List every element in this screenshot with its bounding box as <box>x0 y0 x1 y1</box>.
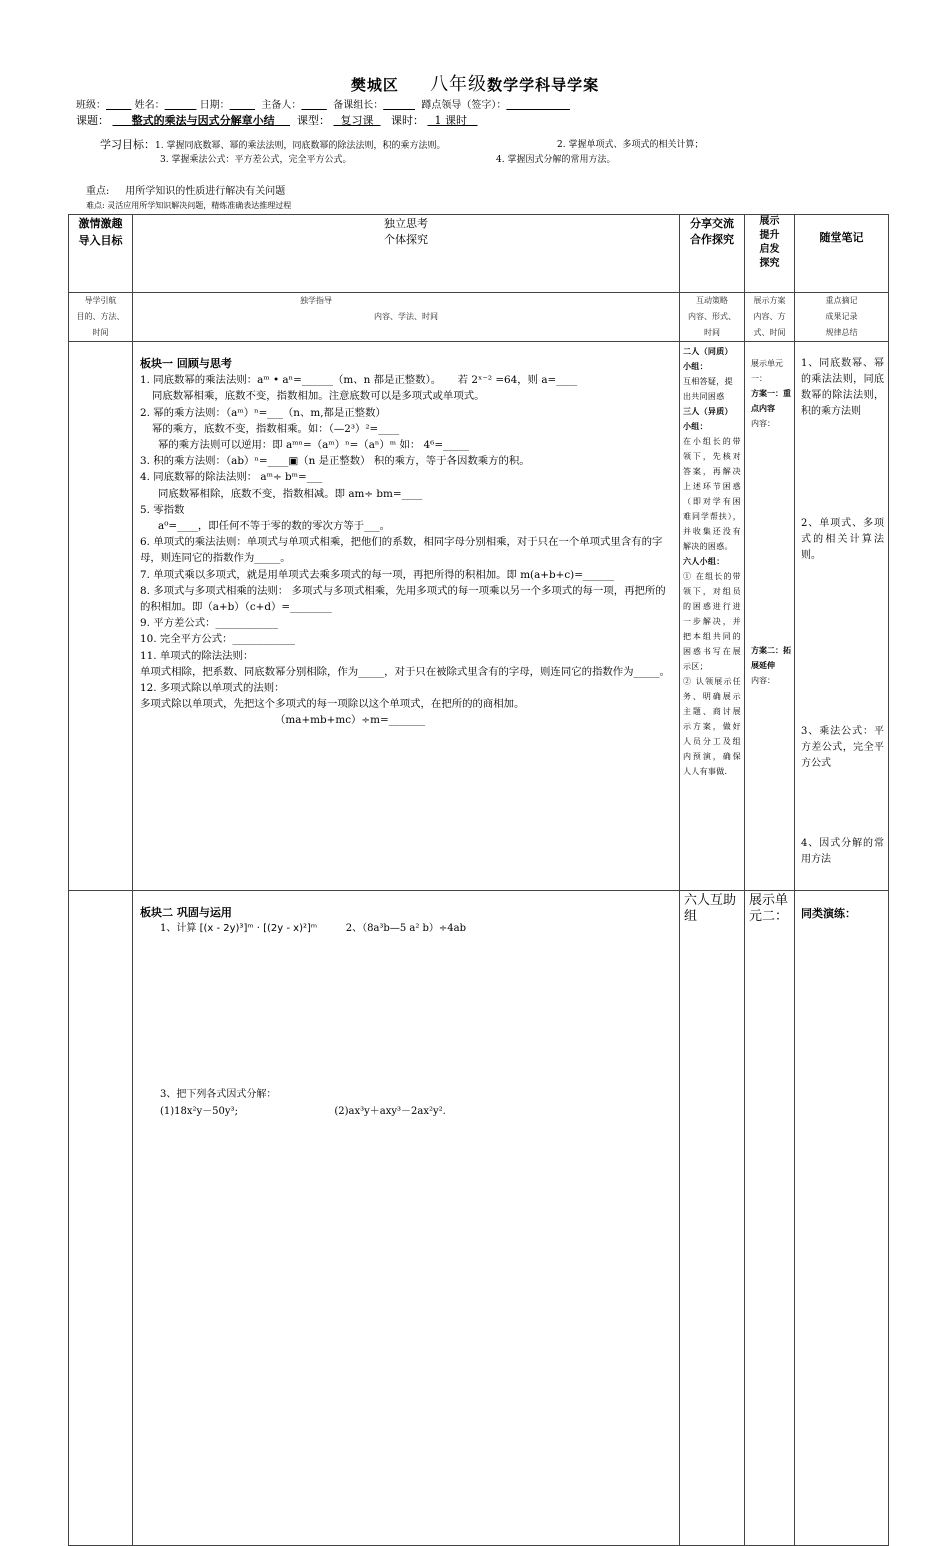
header-intro: 激情激趣导入目标 <box>69 215 133 293</box>
question-1-expression: [(x - 2y)³]ᵐ · [(2y - x)²]ᵐ <box>199 923 318 935</box>
block2-content <box>133 891 679 1120</box>
block2-coop: 六人互助组 <box>684 893 737 924</box>
info-line: 班级： 姓名： 日期： 主备人： 备课组长： 蹲点领导（签字）： <box>76 100 507 111</box>
question-2: 2、（8a³b—5 a² b）÷4ab <box>345 923 467 935</box>
header-show: 展示 提升 启发 探究 <box>745 215 795 293</box>
title-rest: 数学学科导学案 <box>487 76 600 94</box>
lesson-hours: 1 课时 <box>434 114 467 127</box>
goals-line-1: 学习目标：1. 掌握同底数幂、幂的乘法法则，同底数幂的除法法则，积的乘方法则。 <box>100 138 446 151</box>
block2-row <box>69 891 889 1546</box>
title-grade: 八年级 <box>430 74 488 95</box>
key-point: 重点: 用所学知识的性质进行解决有关问题 <box>86 186 286 197</box>
topic-line: 课题： 整式的乘法与因式分解章小结 课型： 复习课 课时： 1 课时 <box>76 114 467 127</box>
topic-value: 整式的乘法与因式分解章小结 <box>131 114 275 127</box>
block1-heading: 板块一 回顾与思考 <box>140 357 232 370</box>
show-plan: 展示单元一： 方案一：重点内容 内容： 方案二：拓展延伸 内容： <box>751 359 791 685</box>
block2-notes: 同类演练： <box>801 907 856 920</box>
coop-strategy: 二人（同质）小组： 互相答疑，提出共同困惑 三人（异质）小组： 在小组长的带领下，先核对答案，再解决上述环节困惑（即对学有困难同学帮扶），并收集还没有解决的困惑。 六人小组： ① 在组长的带领下，对组员的困惑进行进一步解决，并把本组共同的困惑书写在展示区； ② 认领展示任务、明确展示主题、商讨展示方案，做好人员分工及组内预演，确保人人有事做. <box>683 346 741 776</box>
subheader-row: 导学引航 目的、方法、 时间 独学指导 内容、学法、时间 互动策略 内容、形式、 时间 展示方案 内容、方 式、时间 重点摘记 成果记录 规律总结 <box>69 293 889 342</box>
block2-show: 展示单元二： <box>749 893 789 924</box>
question-3b: (2)ax³y＋axy³－2ax²y². <box>334 1105 446 1117</box>
block1-row <box>69 342 889 891</box>
difficulty-point: 难点: 灵活应用所学知识解决问题，精炼准确表达推理过程 <box>86 201 292 210</box>
question-3: 3、把下列各式因式分解： <box>160 1089 277 1101</box>
lesson-table <box>68 214 889 1546</box>
page-title <box>0 70 950 96</box>
goal-4: 4. 掌握因式分解的常用方法。 <box>496 155 616 165</box>
block1-content: 板块一 回顾与思考 1. 同底数幂的乘法法则：aᵐ • aⁿ=______（m、n 都是正整数）。 若 2ˣ⁻² =64，则 a=____ 同底数幂相乘，底数不变，指数相加。注意底数可以是多项式或单项式。 2. 幂的乘方法则：（aᵐ）ⁿ=___（n、m,都是正整数） 幂的乘方，底数不变，指数相乘。如：（—2³）²=____ 幂的乘方法则可以逆用：即 aᵐⁿ=（aᵐ）ⁿ=（aⁿ）ᵐ 如： 4⁶=_____ 3. 积的乘方法则：（ab）ⁿ=____▣（n 是正整数） 积的乘方，等于各因数乘方的积。 4. 同底数幂的除法法则： aᵐ÷ bᵐ=___ 同底数幂相除，底数不变，指数相减。即 am÷ bm=____ 5. 零指数 a⁰=____，即任何不等于零的数的零次方等于___。 6. 单项式的乘法法则：单项式与单项式相乘，把他们的系数，相同字母分别相乘，对于只在一个单项式里含有的字母，则连同它的指数作为_____。 7. 单项式乘以多项式，就是用单项式去乘多项式的每一项，再把所得的积相加。即 m(a+b+c)=______ 8. 多项式与多项式相乘的法则： 多项式与多项式相乘，先用多项式的每一项乘以另一个多项式的每一项，再把所的的积相加。即（a+b）（c+d）=________ 9. 平方差公式：____________ 10. 完全平方公式：____________ 11. 单项式的除法法则： 单项式相除，把系数、同底数幂分别相除，作为_____，对于只在被除式里含有的字母，则连同它的指数作为_____。 12. 多项式除以单项式的法则： 多项式除以单项式，先把这个多项式的每一项除以这个单项式，在把所的的商相加。 （ma+mb+mc）÷m=_______ <box>133 342 679 729</box>
goal-2: 2. 掌握单项式、多项式的相关计算； <box>557 140 704 150</box>
header-notes: 随堂笔记 <box>795 215 889 293</box>
class-notes: 1、同底数幂、幂的乘法法则，同底数幂的除法法则，积的乘方法则 2、单项式、多项式的相关计算法则。 3、乘法公式：平方差公式，完全平方公式 4、因式分解的常用方法 <box>801 358 884 865</box>
goal-3: 3. 掌握乘法公式：平方差公式，完全平方公式。 <box>160 155 352 165</box>
header-independent: 独立思考 个体探究 <box>133 215 680 293</box>
header-row <box>69 215 889 293</box>
question-1: 1、计算 <box>160 923 197 935</box>
title-region: 樊城区 <box>350 76 399 94</box>
question-3a: (1)18x²y－50y³; <box>160 1105 238 1117</box>
lesson-type: 复习课 <box>340 114 374 127</box>
block2-heading: 板块二 巩固与运用 <box>140 906 232 919</box>
header-share: 分享交流 合作探究 <box>680 215 745 293</box>
